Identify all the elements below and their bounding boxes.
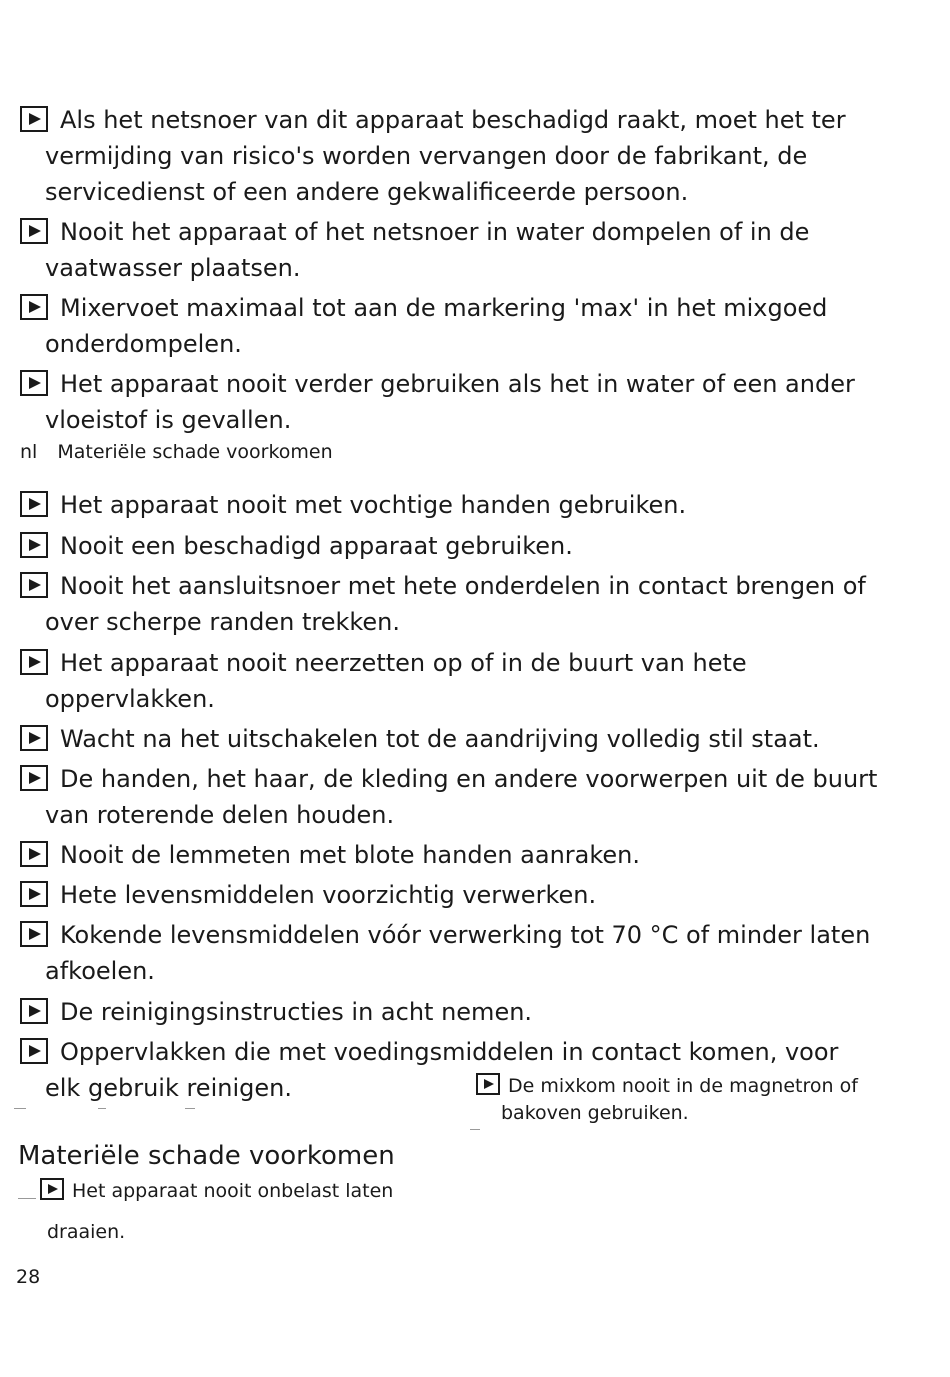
bullet-item (20, 290, 880, 362)
bullet-item (20, 214, 880, 286)
play-box-icon (20, 649, 48, 675)
item-text: servicedienst of een andere gekwalificeerde persoon. (45, 178, 689, 206)
bullet-item (20, 487, 880, 523)
play-box-icon (20, 881, 48, 907)
bullet-item (20, 994, 880, 1030)
item-text: vermijding van risico's worden vervangen door de fabrikant, de (45, 142, 808, 170)
play-box-icon (20, 1038, 48, 1064)
language-code: nl (20, 441, 38, 463)
item-text: van roterende delen houden. (45, 801, 395, 829)
play-box-icon (20, 370, 48, 396)
item-text: afkoelen. (45, 957, 155, 985)
item-text: De handen, het haar, de kleding en andere voorwerpen uit de buurt (60, 765, 878, 793)
side-bullet-item (476, 1073, 936, 1127)
play-box-icon (20, 106, 48, 132)
item-text: vaatwasser plaatsen. (45, 254, 301, 282)
play-box-icon (20, 218, 48, 244)
bullet-item (20, 837, 880, 873)
item-text: oppervlakken. (45, 685, 215, 713)
item-text: De mixkom nooit in de magnetron of (508, 1075, 858, 1097)
item-text: Nooit het apparaat of het netsnoer in water dompelen of in de (60, 218, 810, 246)
bullet-item (20, 645, 880, 717)
play-box-icon (476, 1073, 500, 1095)
item-text: Het apparaat nooit neerzetten op of in de buurt van hete (60, 649, 747, 677)
bullet-item (20, 366, 880, 438)
item-text: Het apparaat nooit onbelast laten (72, 1180, 394, 1202)
divider (470, 1129, 480, 1130)
play-box-icon (20, 725, 48, 751)
item-text: vloeistof is gevallen. (45, 406, 292, 434)
item-text: Als het netsnoer van dit apparaat beschadigd raakt, moet het ter (60, 106, 846, 134)
play-box-icon (20, 841, 48, 867)
item-text: Mixervoet maximaal tot aan de markering 'max' in het mixgoed (60, 294, 828, 322)
divider (18, 1198, 36, 1199)
section-heading: Materiële schade voorkomen (18, 1141, 395, 1171)
item-text: Kokende levensmiddelen vóór verwerking tot 70 °C of minder laten (60, 921, 871, 949)
bullet-item (20, 102, 880, 210)
bullet-item (20, 877, 880, 913)
divider (98, 1108, 106, 1109)
item-text: Het apparaat nooit met vochtige handen gebruiken. (60, 491, 687, 519)
bullet-item (20, 568, 880, 640)
play-box-icon (40, 1178, 64, 1200)
page-number: 28 (16, 1266, 41, 1288)
play-box-icon (20, 572, 48, 598)
item-text: Nooit het aansluitsnoer met hete onderdelen in contact brengen of (60, 572, 866, 600)
play-box-icon (20, 294, 48, 320)
item-text: Wacht na het uitschakelen tot de aandrijving volledig stil staat. (60, 725, 820, 753)
play-box-icon (20, 532, 48, 558)
bullet-item (20, 761, 880, 833)
play-box-icon (20, 921, 48, 947)
bullet-item (20, 917, 880, 989)
item-text: Hete levensmiddelen voorzichtig verwerken. (60, 881, 597, 909)
play-box-icon (20, 998, 48, 1024)
item-text: bakoven gebruiken. (501, 1102, 689, 1124)
item-text: Oppervlakken die met voedingsmiddelen in contact komen, voor (60, 1038, 839, 1066)
item-text: Het apparaat nooit verder gebruiken als het in water of een ander (60, 370, 855, 398)
item-text: over scherpe randen trekken. (45, 608, 401, 636)
item-text: Nooit de lemmeten met blote handen aanraken. (60, 841, 641, 869)
section-label: Materiële schade voorkomen (57, 441, 333, 463)
item-text: elk gebruik reinigen. (45, 1074, 292, 1102)
divider (14, 1108, 26, 1109)
bullet-item (20, 528, 880, 564)
section-marker (20, 440, 333, 464)
item-text: De reinigingsinstructies in acht nemen. (60, 998, 533, 1026)
bottom-bullet-item (40, 1178, 540, 1205)
item-text: Nooit een beschadigd apparaat gebruiken. (60, 532, 573, 560)
play-box-icon (20, 491, 48, 517)
divider (185, 1108, 195, 1109)
item-text: onderdompelen. (45, 330, 242, 358)
bullet-item (20, 721, 880, 757)
play-box-icon (20, 765, 48, 791)
item-text: draaien. (47, 1221, 126, 1243)
